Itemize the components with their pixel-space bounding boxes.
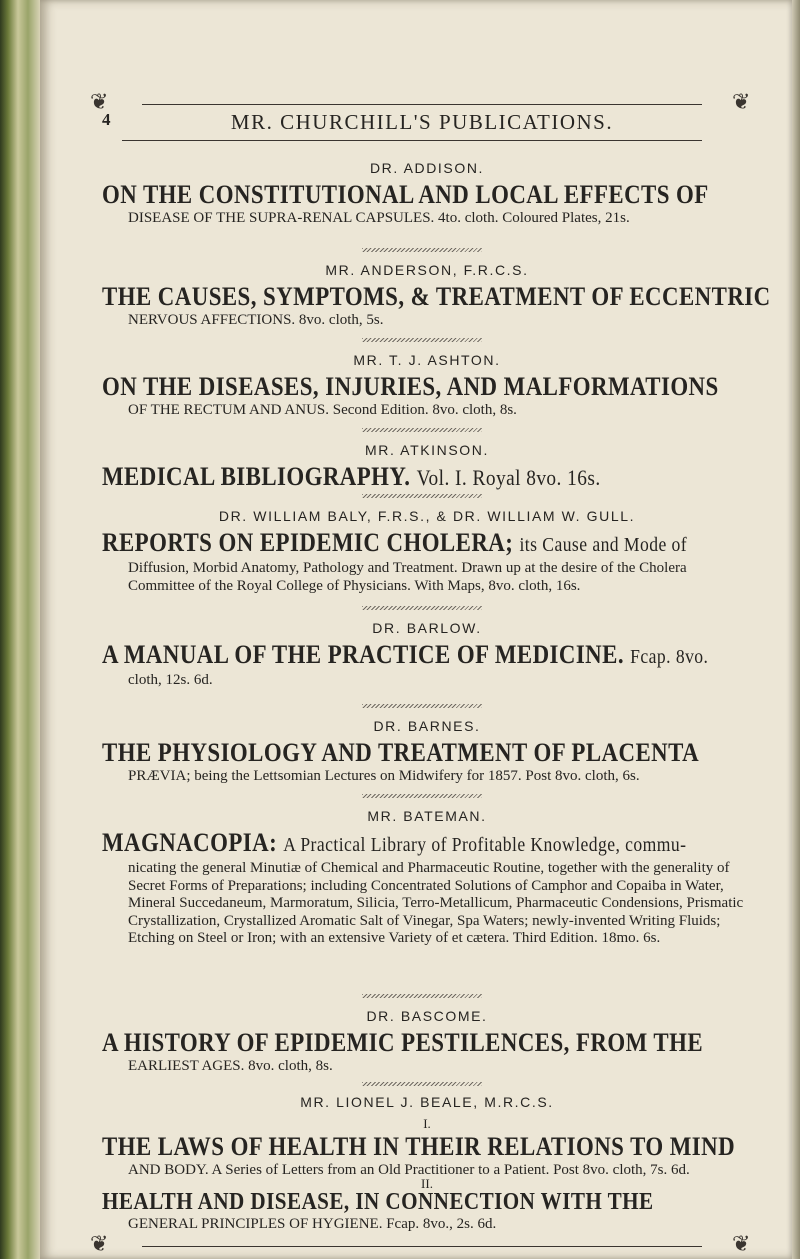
book-binding: [0, 0, 40, 1259]
catalogue-entry: [102, 352, 752, 420]
divider-ornament: [362, 428, 482, 432]
entry-title-suffix: A Practical Library of Profitable Knowledge, commu-: [283, 834, 687, 856]
entry-title: THE CAUSES, SYMPTOMS, & TREATMENT OF ECCENTRIC: [102, 282, 771, 311]
catalogue-entry: [102, 808, 752, 948]
catalogue-entry-continued: [102, 1176, 752, 1234]
entry-author: MR. LIONEL J. BEALE, M.R.C.S.: [300, 1094, 554, 1110]
entry-description: Diffusion, Morbid Anatomy, Pathology and Treatment. Drawn up at the desire of the Cholera Committee of the Royal College of Physicians. With Maps, 8vo. cloth, 16s.: [128, 560, 687, 594]
entry-description: EARLIEST AGES. 8vo. cloth, 8s.: [128, 1058, 333, 1074]
catalogue-entry: [102, 508, 752, 595]
page-number: 4: [102, 110, 111, 129]
entry-author: DR. WILLIAM BALY, F.R.S., & DR. WILLIAM W. GULL.: [218, 508, 636, 524]
entry-description: PRÆVIA; being the Lettsomian Lectures on Midwifery for 1857. Post 8vo. cloth, 6s.: [128, 768, 640, 784]
divider-ornament: [362, 606, 482, 610]
entry-author: MR. ANDERSON, F.R.C.S.: [325, 262, 529, 278]
divider-ornament: [362, 1082, 482, 1086]
entry-author: MR. BATEMAN.: [367, 808, 487, 824]
divider-ornament: [362, 794, 482, 798]
entry-author: MR. ATKINSON.: [365, 442, 489, 458]
entry-title: HEALTH AND DISEASE, IN CONNECTION WITH THE: [102, 1189, 654, 1215]
entry-description: cloth, 12s. 6d.: [128, 672, 213, 688]
entry-title: ON THE DISEASES, INJURIES, AND MALFORMATIONS: [102, 372, 719, 401]
catalogue-entry: [102, 160, 752, 228]
top-rule: [142, 104, 702, 105]
corner-ornament-bottom-left-icon: ❦: [90, 1232, 109, 1257]
entry-author: DR. BARLOW.: [372, 620, 482, 636]
entry-item-numeral: I.: [423, 1116, 431, 1131]
entry-description: DISEASE OF THE SUPRA-RENAL CAPSULES. 4to. cloth. Coloured Plates, 21s.: [128, 210, 630, 226]
catalogue-entry: [102, 1094, 752, 1180]
entry-title-suffix: Vol. I. Royal 8vo. 16s.: [416, 465, 601, 490]
entry-title: THE LAWS OF HEALTH IN THEIR RELATIONS TO MIND: [102, 1132, 736, 1161]
entry-description: nicating the general Minutiæ of Chemical and Pharmaceutic Routine, together with the generality of Secret Forms of Preparations; including Concentrated Solutions of Camphor and Copaiba in Water, Mineral Succedaneum, Marmoratum, Silicia, Terro-Metallicum, Pharmaceutic Condensions, Prismatic Crystallization, Crystallized Aromatic Salt of Vinegar, Spa Waters; newly-invented Writing Fluids; Etching on Steel or Iron; with an extensive Variety of et cætera. Third Edition. 18mo. 6s.: [128, 860, 744, 946]
entry-author: DR. ADDISON.: [369, 160, 485, 176]
catalogue-entry: [102, 620, 752, 690]
entry-title-main: MAGNACOPIA:: [102, 828, 278, 857]
entry-description: AND BODY. A Series of Letters from an Old Practitioner to a Patient. Post 8vo. cloth, 7s. 6d.: [128, 1162, 690, 1178]
corner-ornament-top-left-icon: ❦: [90, 90, 109, 115]
entry-description: GENERAL PRINCIPLES OF HYGIENE. Fcap. 8vo., 2s. 6d.: [128, 1216, 497, 1232]
bottom-rule: [142, 1246, 702, 1247]
entry-description: NERVOUS AFFECTIONS. 8vo. cloth, 5s.: [128, 312, 384, 328]
entry-title: THE PHYSIOLOGY AND TREATMENT OF PLACENTA: [102, 738, 700, 767]
divider-ornament: [362, 338, 482, 342]
entry-item-numeral: II.: [421, 1176, 433, 1191]
entry-title-main: REPORTS ON EPIDEMIC CHOLERA;: [102, 528, 514, 557]
entry-title: ON THE CONSTITUTIONAL AND LOCAL EFFECTS OF: [102, 180, 709, 209]
entry-title-suffix: its Cause and Mode of: [519, 534, 688, 556]
entry-description: OF THE RECTUM AND ANUS. Second Edition. 8vo. cloth, 8s.: [128, 402, 517, 418]
catalogue-entry: [102, 1008, 752, 1076]
entry-author: MR. T. J. ASHTON.: [353, 352, 501, 368]
corner-ornament-top-right-icon: ❦: [732, 90, 751, 115]
entry-author: DR. BASCOME.: [366, 1008, 488, 1024]
divider-ornament: [362, 248, 482, 252]
header-rule: [122, 140, 702, 141]
entry-title: [102, 464, 753, 491]
entry-title-suffix: Fcap. 8vo.: [630, 646, 709, 668]
catalogue-entry: [102, 718, 752, 786]
entry-title-main: A MANUAL OF THE PRACTICE OF MEDICINE.: [102, 640, 625, 669]
entry-author: DR. BARNES.: [373, 718, 481, 734]
divider-ornament: [362, 994, 482, 998]
catalogue-entry: [102, 442, 752, 491]
divider-ornament: [362, 704, 482, 708]
divider-ornament: [362, 494, 482, 498]
catalogue-entry: [102, 262, 771, 330]
entry-title: [102, 530, 753, 558]
corner-ornament-bottom-right-icon: ❦: [732, 1232, 751, 1257]
entry-title: [102, 642, 753, 670]
running-head: MR. CHURCHILL'S PUBLICATIONS.: [230, 110, 614, 134]
page-header: [102, 110, 752, 134]
entry-title-main: MEDICAL BIBLIOGRAPHY.: [102, 462, 411, 491]
page-edge: [792, 0, 800, 1259]
entry-title: A HISTORY OF EPIDEMIC PESTILENCES, FROM THE: [102, 1028, 704, 1057]
entry-title: [102, 830, 753, 858]
